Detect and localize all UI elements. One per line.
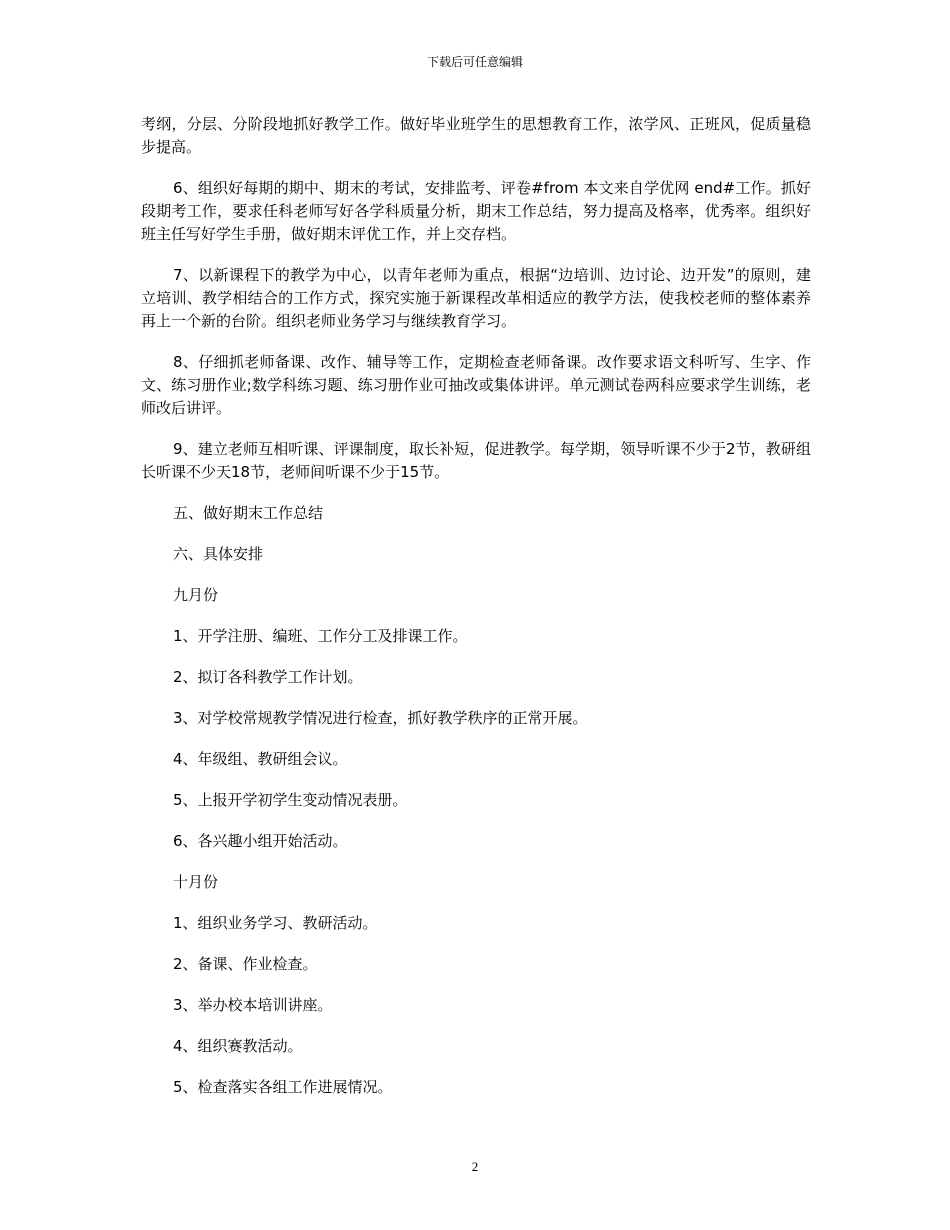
list-item: 5、检查落实各组工作进展情况。 — [173, 1078, 393, 1096]
list-item: 2、拟订各科教学工作计划。 — [173, 668, 363, 686]
list-item: 5、上报开学初学生变动情况表册。 — [173, 791, 408, 809]
paragraph: 6、组织好每期的期中、期末的考试，安排监考、评卷#from 本文来自学优网 end#工作。抓好段期考工作，要求任科老师写好各学科质量分析，期末工作总结，努力提高及格率，优秀率。组织好班主任写好学生手册，做好期末评优工作，并上交存档。 — [141, 179, 811, 243]
paragraph: 7、以新课程下的教学为中心，以青年老师为重点，根据“边培训、边讨论、边开发”的原则，建立培训、教学相结合的工作方式，探究实施于新课程改革相适应的教学方法，使我校老师的整体素养再上一个新的台阶。组织老师业务学习与继续教育学习。 — [141, 266, 811, 330]
document-body — [141, 113, 811, 1117]
month-heading: 十月份 — [173, 873, 219, 891]
paragraph: 8、仔细抓老师备课、改作、辅导等工作，定期检查老师备课。改作要求语文科听写、生字、作文、练习册作业;数学科练习题、练习册作业可抽改或集体讲评。单元测试卷两科应要求学生训练，老师改后讲评。 — [141, 353, 811, 417]
page-header: 下载后可任意编辑 — [426, 55, 523, 69]
list-item: 6、各兴趣小组开始活动。 — [173, 832, 348, 850]
list-item: 1、组织业务学习、教研活动。 — [173, 914, 378, 932]
list-item: 4、年级组、教研组会议。 — [173, 750, 348, 768]
list-item: 2、备课、作业检查。 — [173, 955, 318, 973]
month-heading: 九月份 — [173, 586, 219, 604]
section-heading: 六、具体安排 — [173, 545, 264, 563]
page-number: 2 — [471, 1159, 479, 1174]
section-heading: 五、做好期末工作总结 — [173, 504, 324, 522]
list-item: 3、举办校本培训讲座。 — [173, 996, 333, 1014]
paragraph: 9、建立老师互相听课、评课制度，取长补短，促进教学。每学期，领导听课不少于2节，教研组长听课不少天18节，老师间听课不少于15节。 — [141, 440, 811, 481]
list-item: 1、开学注册、编班、工作分工及排课工作。 — [173, 627, 468, 645]
paragraph: 考纲，分层、分阶段地抓好教学工作。做好毕业班学生的思想教育工作，浓学风、正班风，促质量稳步提高。 — [141, 115, 811, 156]
list-item: 3、对学校常规教学情况进行检查，抓好教学秩序的正常开展。 — [173, 709, 588, 727]
list-item: 4、组织赛教活动。 — [173, 1037, 303, 1055]
